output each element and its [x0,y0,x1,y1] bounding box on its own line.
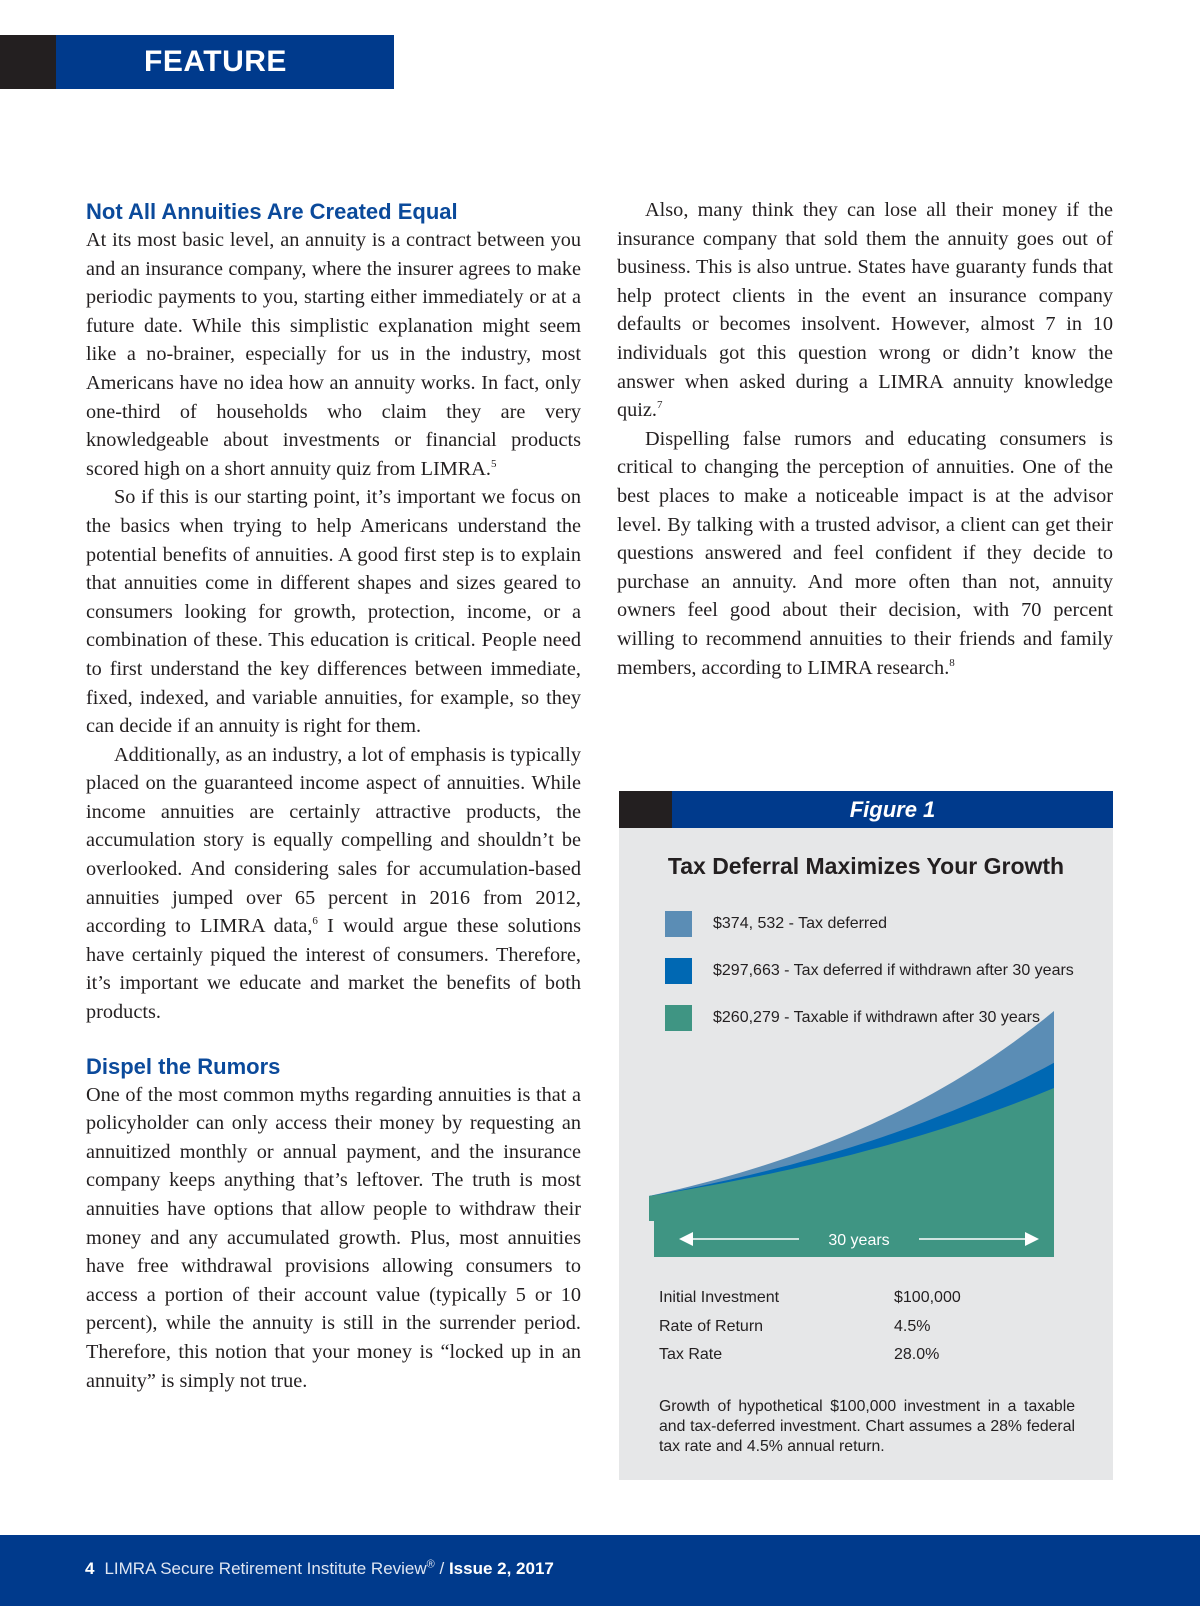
footnote-ref: 5 [491,457,497,470]
legend-label: $260,279 - Taxable if withdrawn after 30 years [713,1009,1041,1026]
paragraph [617,425,1113,682]
footnote-ref: 6 [312,915,318,928]
assumptions-table [659,1284,1079,1370]
feature-banner [0,35,394,89]
publication-name: LIMRA Secure Retirement Institute Review [104,1559,427,1578]
footer-separator: / [434,1559,449,1578]
assumption-label: Initial Investment [659,1289,780,1306]
paragraph-text: Additionally, as an industry, a lot of emphasis is typically placed on the guaranteed income aspect of annuities. While income annuities are certainly attractive products, the accumulation story is equally compelling and shouldn’t be overlooked. And considering sales for accumulation-based annuities jumped over 65 percent in 2016 from 2012, according to LIMRA data, [86,743,581,938]
chart-title: Tax Deferral Maximizes Your Growth [667,853,1065,879]
section-heading-rumors: Dispel the Rumors [86,1053,281,1079]
assumption-value: $100,000 [894,1289,961,1306]
right-column [617,196,1113,682]
paragraph-text: Dispelling false rumors and educating consumers is critical to changing the perception of annuities. One of the best places to make a noticeable impact is at the advisor level. By talking with a trusted advisor, a client can get their questions answered and feel confident if they decide to purchase an annuity. And more often than not, annuity owners feel good about their decision, with 70 percent willing to recommend annuities to their friends and family members, according to LIMRA research. [617,427,1113,679]
assumption-value: 28.0% [894,1346,940,1363]
assumption-label: Tax Rate [659,1346,723,1363]
section-heading-annuities: Not All Annuities Are Created Equal [86,199,458,224]
registered-mark: ® [426,1558,435,1571]
assumption-row [659,1284,1079,1313]
footnote-ref: 8 [949,656,955,669]
assumption-row [659,1341,1079,1370]
issue-label: Issue 2, 2017 [448,1559,554,1578]
paragraph: So if this is our starting point, it’s important we focus on the basics when trying to help Americans understand the potential benefits of annuities. A good first step is to explain that annuities come in different shapes and sizes geared to consumers looking for growth, protection, income, or a combination of these. This education is critical. People need to first understand the key differences between immediate, fixed, indexed, and variable annuities, for example, so they can decide if an annuity is right for them. [86,486,581,738]
figure-label: Figure 1 [672,791,1113,828]
paragraph-text: Also, many think they can lose all their money if the insurance company that sold them the annuity goes out of business. This is also untrue. States have guaranty funds that help protect clients in the event an insurance company defaults or becomes insolvent. However, almost 7 in 10 individuals got this question wrong or didn’t know the answer when asked during a LIMRA annuity knowledge quiz. [617,199,1113,422]
paragraph [86,741,581,1027]
paragraph-text: At its most basic level, an annuity is a contract between you and an insurance company, where the insurer agrees to make periodic payments to you, starting either immediately or at a future date. While this simplistic explanation might seem like a no-brainer, especially for us in the industry, most Americans have no idea how an annuity works. In fact, only one-third of households who claim they are very knowledgeable about investments or financial products scored high on a short annuity quiz from LIMRA. [86,229,581,480]
figure-caption: Growth of hypothetical $100,000 investment in a taxable and tax-deferred investment. Chart assumes a 28% federal tax rate and 4.5% annual return. [659,1398,1075,1455]
paragraph: One of the most common myths regarding annuities is that a policyholder can only access their money by requesting an annuitized monthly or annual payment, and the insurance company keeps anything that’s leftover. The truth is most annuities have options that allow people to withdraw their money and any accumulated growth. Plus, most annuities have free withdrawal provisions allowing consumers to access a portion of their account value (typically 5 or 10 percent), while the annuity is still in the surrender period. Therefore, this notion that your money is “locked up in an annuity” is simply not true. [86,1083,581,1392]
paragraph [86,226,581,483]
left-column [86,196,581,1395]
page-number: 4 [85,1559,95,1578]
paragraph [617,196,1113,425]
paragraph-text: I would argue these solutions have certainly piqued the interest of consumers. Therefore, it’s important we educate and market the benefits of both products. [86,915,581,1024]
assumption-row [659,1313,1079,1342]
figure-1 [619,791,1113,1480]
banner-dark-block [0,35,56,89]
footnote-ref: 7 [657,399,663,412]
growth-area-chart [619,791,1113,1261]
page-footer [0,1535,1200,1606]
footer-line [85,1559,554,1579]
x-axis-label: 30 years [828,1232,890,1249]
legend-label: $297,663 - Tax deferred if withdrawn after 30 years [713,962,1074,979]
assumption-value: 4.5% [894,1317,931,1335]
assumption-label: Rate of Return [659,1317,764,1335]
legend-label: $374, 532 - Tax deferred [713,915,888,932]
feature-label: FEATURE [56,35,394,89]
